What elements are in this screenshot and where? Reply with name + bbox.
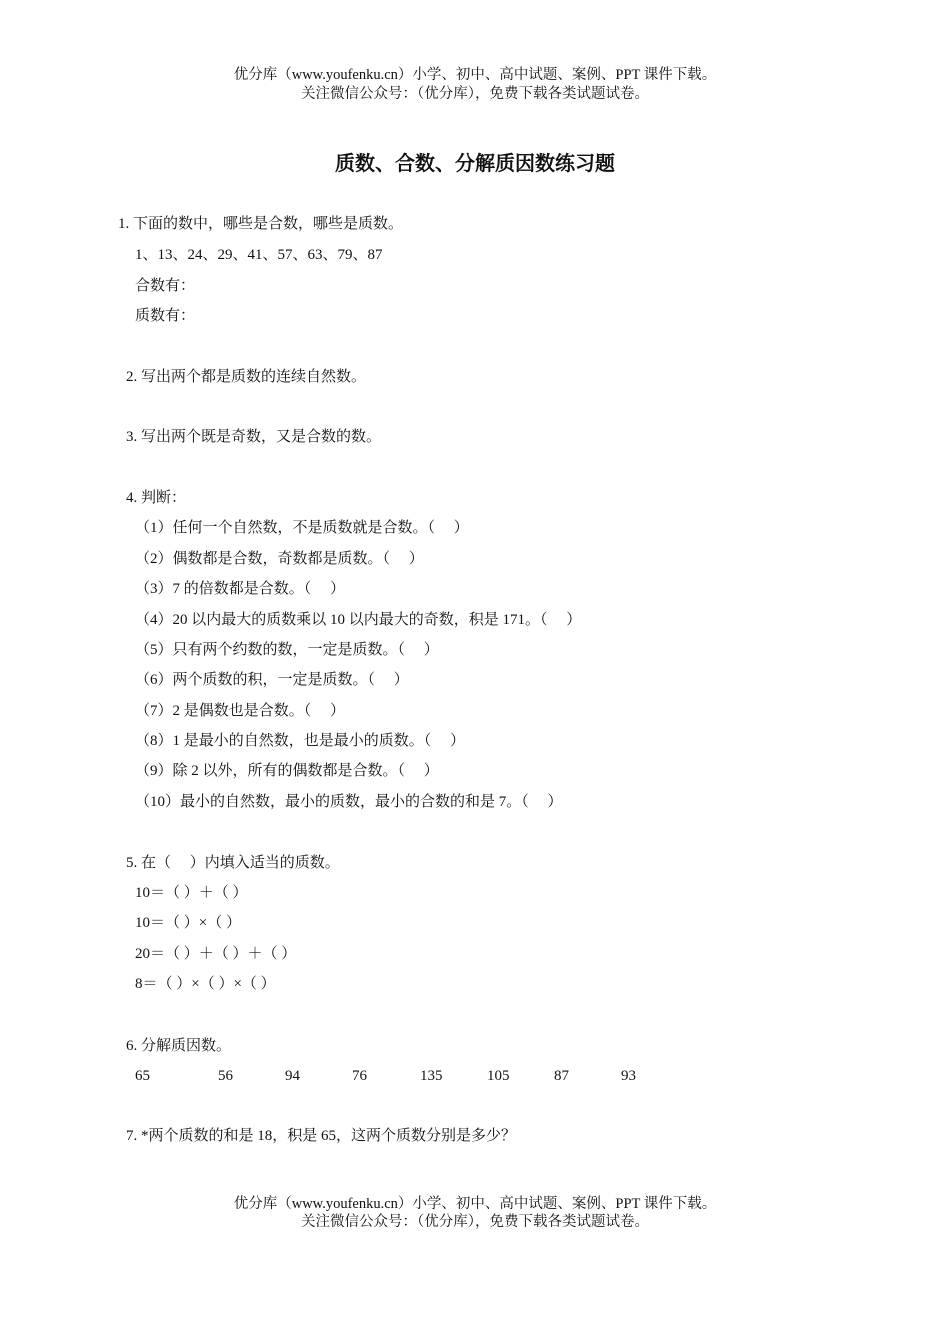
q6-number: 65 [135, 1068, 150, 1084]
q5-line: 10＝（ ）＋（ ） [135, 885, 248, 901]
footer-line-1: 优分库（www.youfenku.cn）小学、初中、高中试题、案例、PPT 课件下载。 [233, 1196, 717, 1212]
header-line-1: 优分库（www.youfenku.cn）小学、初中、高中试题、案例、PPT 课件下载。 [233, 67, 717, 83]
page-title: 质数、合数、分解质因数练习题 [335, 153, 615, 175]
q6-number: 94 [285, 1068, 300, 1084]
q4-item: （2）偶数都是合数，奇数都是质数。（ ） [135, 551, 424, 567]
q1-composite-label: 合数有： [135, 278, 196, 294]
header-line-2: 关注微信公众号：（优分库），免费下载各类试题试卷。 [301, 86, 649, 102]
q5-line: 20＝（ ）＋（ ）＋（ ） [135, 946, 297, 962]
q4-item: （7）2 是偶数也是合数。（ ） [135, 703, 346, 719]
q5-line: 10＝（ ）×（ ） [135, 915, 241, 931]
q6-number: 56 [218, 1068, 233, 1084]
q6-number: 76 [352, 1068, 367, 1084]
q4-text: 4. 判断： [126, 490, 187, 506]
q4-item: （9）除 2 以外，所有的偶数都是合数。（ ） [135, 763, 439, 779]
q1-numbers: 1、13、24、29、41、57、63、79、87 [135, 247, 383, 263]
q3-text: 3. 写出两个既是奇数，又是合数的数。 [126, 429, 382, 445]
q4-item: （5）只有两个约数的数，一定是质数。（ ） [135, 642, 439, 658]
q5-line: 8＝（ ）×（ ）×（ ） [135, 976, 276, 992]
q6-text: 6. 分解质因数。 [126, 1038, 232, 1054]
q7-text: 7. *两个质数的和是 18，积是 65，这两个质数分别是多少？ [126, 1128, 517, 1144]
q4-item: （3）7 的倍数都是合数。（ ） [135, 581, 346, 597]
footer-line-2: 关注微信公众号：（优分库），免费下载各类试题试卷。 [301, 1214, 649, 1230]
q5-text: 5. 在（ ）内填入适当的质数。 [126, 855, 340, 871]
q4-item: （6）两个质数的积，一定是质数。（ ） [135, 672, 409, 688]
q4-item: （8）1 是最小的自然数，也是最小的质数。（ ） [135, 733, 466, 749]
q6-number: 105 [487, 1068, 510, 1084]
q4-item: （10）最小的自然数，最小的质数，最小的合数的和是 7。（ ） [135, 794, 563, 810]
q6-number: 93 [621, 1068, 636, 1084]
q4-item: （1）任何一个自然数，不是质数就是合数。（ ） [135, 520, 469, 536]
q1-prime-label: 质数有： [135, 308, 196, 324]
q6-number: 87 [554, 1068, 569, 1084]
q1-text: 1. 下面的数中，哪些是合数，哪些是质数。 [118, 216, 404, 232]
q4-item: （4）20 以内最大的质数乘以 10 以内最大的奇数，积是 171。（ ） [135, 612, 582, 628]
q6-number: 135 [420, 1068, 443, 1084]
q2-text: 2. 写出两个都是质数的连续自然数。 [126, 369, 367, 385]
